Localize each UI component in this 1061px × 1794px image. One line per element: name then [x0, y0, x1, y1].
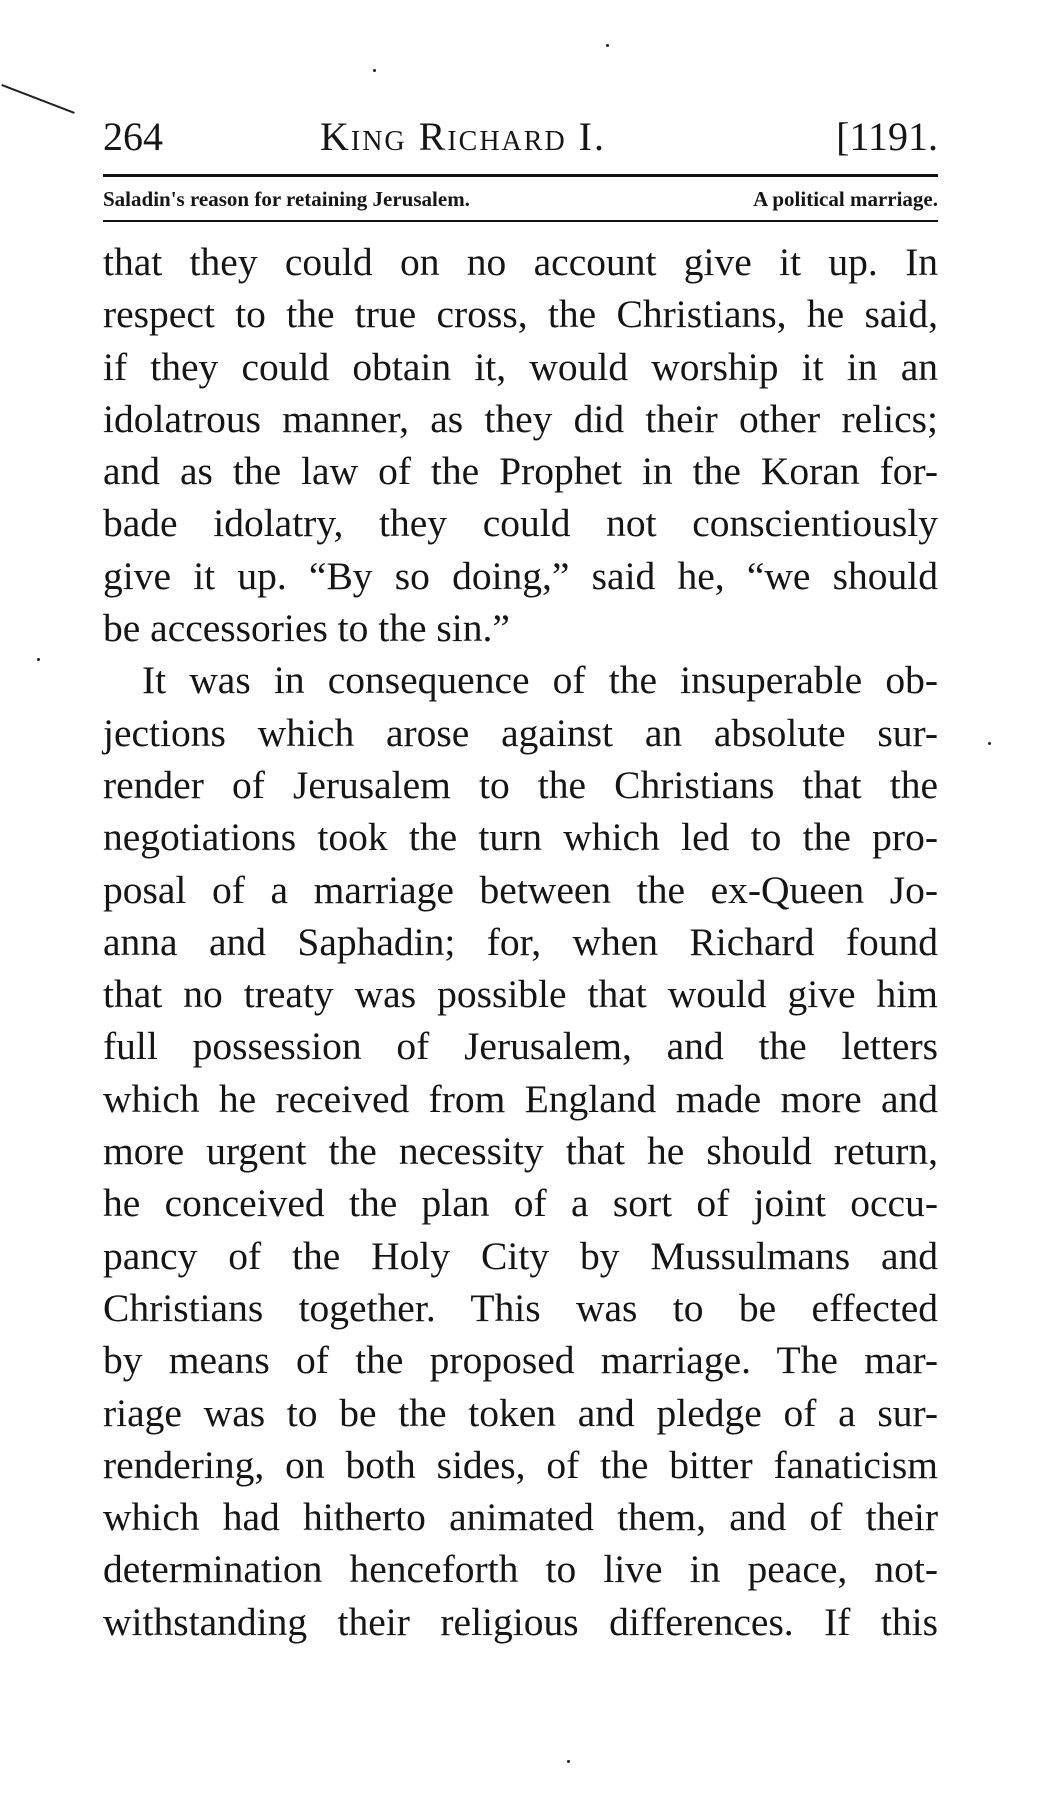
text-line: posal of a marriage between the ex-Queen Jo-: [103, 867, 938, 912]
paragraph-1: [103, 236, 938, 654]
running-header: [103, 112, 938, 162]
speck: [373, 69, 376, 72]
text-line: riage was to be the token and pledge of a sur-: [103, 1390, 938, 1435]
speck: [37, 658, 40, 661]
subheader-right: A political marriage.: [753, 187, 938, 211]
text-line: that no treaty was possible that would give him: [103, 972, 938, 1017]
text-line: and as the law of the Prophet in the Koran for-: [103, 449, 938, 494]
text-line: Christians together. This was to be effected: [103, 1285, 938, 1330]
text-line: full possession of Jerusalem, and the letters: [103, 1024, 938, 1069]
header-rule-top: [103, 174, 938, 177]
topic-subheader: [103, 184, 938, 214]
text-line: respect to the true cross, the Christians, he said,: [103, 292, 938, 337]
text-line: give it up. “By so doing,” said he, “we should: [103, 553, 938, 598]
text-line: by means of the proposed marriage. The mar-: [103, 1338, 938, 1383]
speck: [567, 1760, 570, 1763]
header-rule-bottom: [103, 220, 938, 222]
text-line: which had hitherto animated them, and of their: [103, 1495, 938, 1540]
text-line: idolatrous manner, as they did their other relics;: [103, 396, 938, 441]
text-line: bade idolatry, they could not conscientiously: [103, 501, 938, 546]
text-line: that they could on no account give it up. In: [103, 240, 938, 284]
body-text: [103, 236, 938, 1648]
text-line: he conceived the plan of a sort of joint occu-: [103, 1181, 938, 1226]
text-line: negotiations took the turn which led to the pro-: [103, 815, 938, 860]
text-line: if they could obtain it, would worship it in an: [103, 344, 938, 389]
subheader-left: Saladin's reason for retaining Jerusalem.: [103, 187, 470, 211]
text-line: jections which arose against an absolute sur-: [103, 710, 938, 755]
running-title: King Richard I.: [320, 114, 606, 159]
text-line: withstanding their religious differences. If this: [103, 1599, 938, 1644]
page-number: 264: [103, 114, 163, 159]
text-line: pancy of the Holy City by Mussulmans and: [103, 1233, 938, 1278]
text-line: determination henceforth to live in peace, not-: [103, 1547, 938, 1592]
text-line: render of Jerusalem to the Christians that the: [103, 762, 938, 807]
text-line: anna and Saphadin; for, when Richard found: [103, 919, 938, 964]
text-line: more urgent the necessity that he should return,: [103, 1129, 938, 1174]
text-line: It was in consequence of the insuperable ob-: [142, 658, 938, 703]
paragraph-2: [103, 654, 938, 1648]
stray-pen-mark: [1, 84, 75, 114]
header-year: [1191.: [836, 114, 938, 159]
speck: [606, 44, 609, 47]
speck: [988, 742, 991, 745]
text-line: rendering, on both sides, of the bitter fanaticism: [103, 1442, 938, 1487]
text-line: be accessories to the sin.”: [103, 606, 510, 651]
text-line: which he received from England made more and: [103, 1076, 938, 1121]
